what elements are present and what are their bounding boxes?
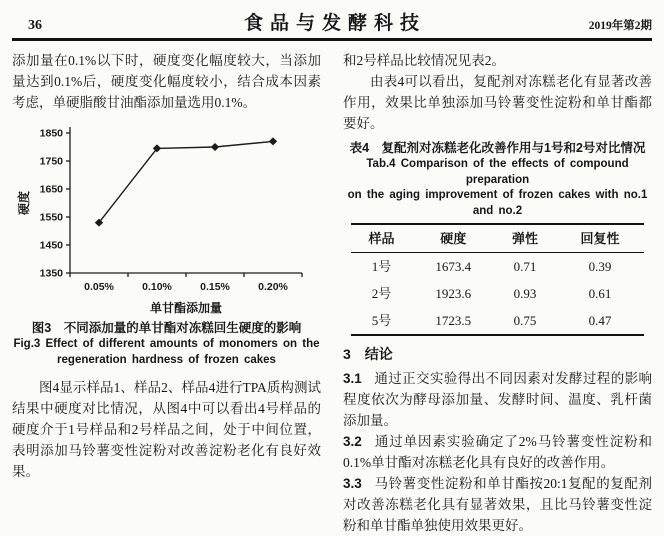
cell-sample: 1号 xyxy=(371,259,392,274)
right-column xyxy=(343,50,652,536)
x-tick-label: 0.10% xyxy=(142,281,172,293)
conclusion-item-3-1 xyxy=(343,368,652,431)
table-row xyxy=(351,280,645,307)
left-column xyxy=(12,50,321,536)
figure3-caption-cn: 图3 不同添加量的单甘酯对冻糕回生硬度的影响 xyxy=(31,321,302,335)
y-tick-label: 1550 xyxy=(39,211,63,224)
table-row xyxy=(351,307,645,335)
paragraph-sample-comparison: 和2号样品比较情况见表2。 xyxy=(343,53,505,68)
y-tick-label: 1850 xyxy=(39,127,63,140)
table-header-row xyxy=(351,224,645,253)
table4-caption-en-line1: Tab.4 Comparison of the effects of compound preparation xyxy=(366,158,629,186)
cell-hardness: 1673.4 xyxy=(435,259,472,274)
column-header-sample: 样品 xyxy=(351,224,413,253)
cell-sample: 5号 xyxy=(371,313,392,328)
conclusion-number: 3.1 xyxy=(343,371,362,386)
y-axis-title: 硬度 xyxy=(17,190,31,216)
conclusion-number: 3.2 xyxy=(343,434,362,449)
y-tick-label: 1750 xyxy=(39,155,63,168)
table4 xyxy=(351,223,645,336)
journal-title: 食品与发酵科技 xyxy=(243,13,426,34)
paragraph-figure4-discussion: 图4显示样品1、样品2、样品4进行TPA质构测试结果中硬度对比情况，从图4中可以看出4号样品的硬度介于1号样品和2号样品之间，处于中间位置，表明添加马铃薯变性淀粉对改善淀粉老化有良好效果。 xyxy=(12,380,321,479)
data-point-marker xyxy=(211,143,219,151)
figure3-chart-svg xyxy=(12,119,312,317)
x-tick-label: 0.20% xyxy=(258,281,288,293)
table4-caption-en-line3: and no.2 xyxy=(472,204,523,217)
x-axis-title: 单甘酯添加量 xyxy=(149,301,223,315)
y-tick-label: 1650 xyxy=(39,183,63,196)
column-header-springiness: 弹性 xyxy=(494,224,556,253)
table-row xyxy=(351,253,645,281)
y-tick-label: 1350 xyxy=(39,267,63,280)
table4-caption-en-line2: on the aging improvement of frozen cakes with no.1 xyxy=(347,189,648,201)
issue-label: 2019年第2期 xyxy=(588,20,652,32)
conclusion-number: 3.3 xyxy=(343,476,362,491)
two-column-body xyxy=(12,41,652,536)
cell-sample: 2号 xyxy=(371,286,392,301)
cell-resilience: 0.61 xyxy=(588,286,612,301)
y-tick-label: 1450 xyxy=(39,239,63,252)
column-header-resilience: 回复性 xyxy=(556,224,644,253)
x-tick-label: 0.15% xyxy=(200,281,230,293)
cell-springiness: 0.71 xyxy=(513,259,537,274)
figure3-chart xyxy=(12,119,321,317)
paragraph-monoglyceride-amount: 添加量在0.1%以下时，硬度变化幅度较大，当添加量达到0.1%后，硬度变化幅度较小，结合成本因素考虑，单硬脂酸甘油酯添加量选用0.1%。 xyxy=(12,53,321,110)
section3-number: 3 xyxy=(343,346,351,362)
conclusion-item-3-3 xyxy=(343,473,652,536)
conclusion-item-3-2 xyxy=(343,431,652,473)
section3-heading xyxy=(343,344,652,365)
conclusion-text: 通过正交实验得出不同因素对发酵过程的影响程度依次为酵母添加量、发酵时间、温度、乳杆菌添加量。 xyxy=(343,371,652,428)
figure3-caption-en-line2: regeneration hardness of frozen cakes xyxy=(57,353,276,366)
column-header-hardness: 硬度 xyxy=(412,224,494,253)
cell-springiness: 0.93 xyxy=(513,286,537,301)
page-number: 36 xyxy=(28,18,42,33)
series-line xyxy=(99,141,273,222)
cell-resilience: 0.47 xyxy=(588,313,612,328)
data-point-marker xyxy=(269,137,277,145)
cell-hardness: 1923.6 xyxy=(435,286,472,301)
page-header xyxy=(12,8,652,35)
cell-hardness: 1723.5 xyxy=(435,313,472,328)
paragraph-table4-discussion: 由表4可以看出，复配剂对冻糕老化有显著改善作用，效果比单独添加马铃薯变性淀粉和单甘酯都要好。 xyxy=(343,74,652,131)
table4-caption-cn: 表4 复配剂对冻糕老化改善作用与1号和2号对比情况 xyxy=(349,141,646,155)
section3-title: 结论 xyxy=(364,346,393,362)
figure3-caption-en-line1: Fig.3 Effect of different amounts of monomers on the xyxy=(13,338,320,350)
cell-resilience: 0.39 xyxy=(588,259,612,274)
conclusion-text: 马铃薯变性淀粉和单甘酯按20:1复配的复配剂对改善冻糕老化具有显著效果，且比马铃薯变性淀粉和单甘酯单独使用效果更好。 xyxy=(343,476,652,533)
conclusion-text: 通过单因素实验确定了2%马铃薯变性淀粉和0.1%单甘酯对冻糕老化具有良好的改善作用。 xyxy=(343,434,652,470)
x-tick-label: 0.05% xyxy=(84,281,114,293)
cell-springiness: 0.75 xyxy=(513,313,537,328)
